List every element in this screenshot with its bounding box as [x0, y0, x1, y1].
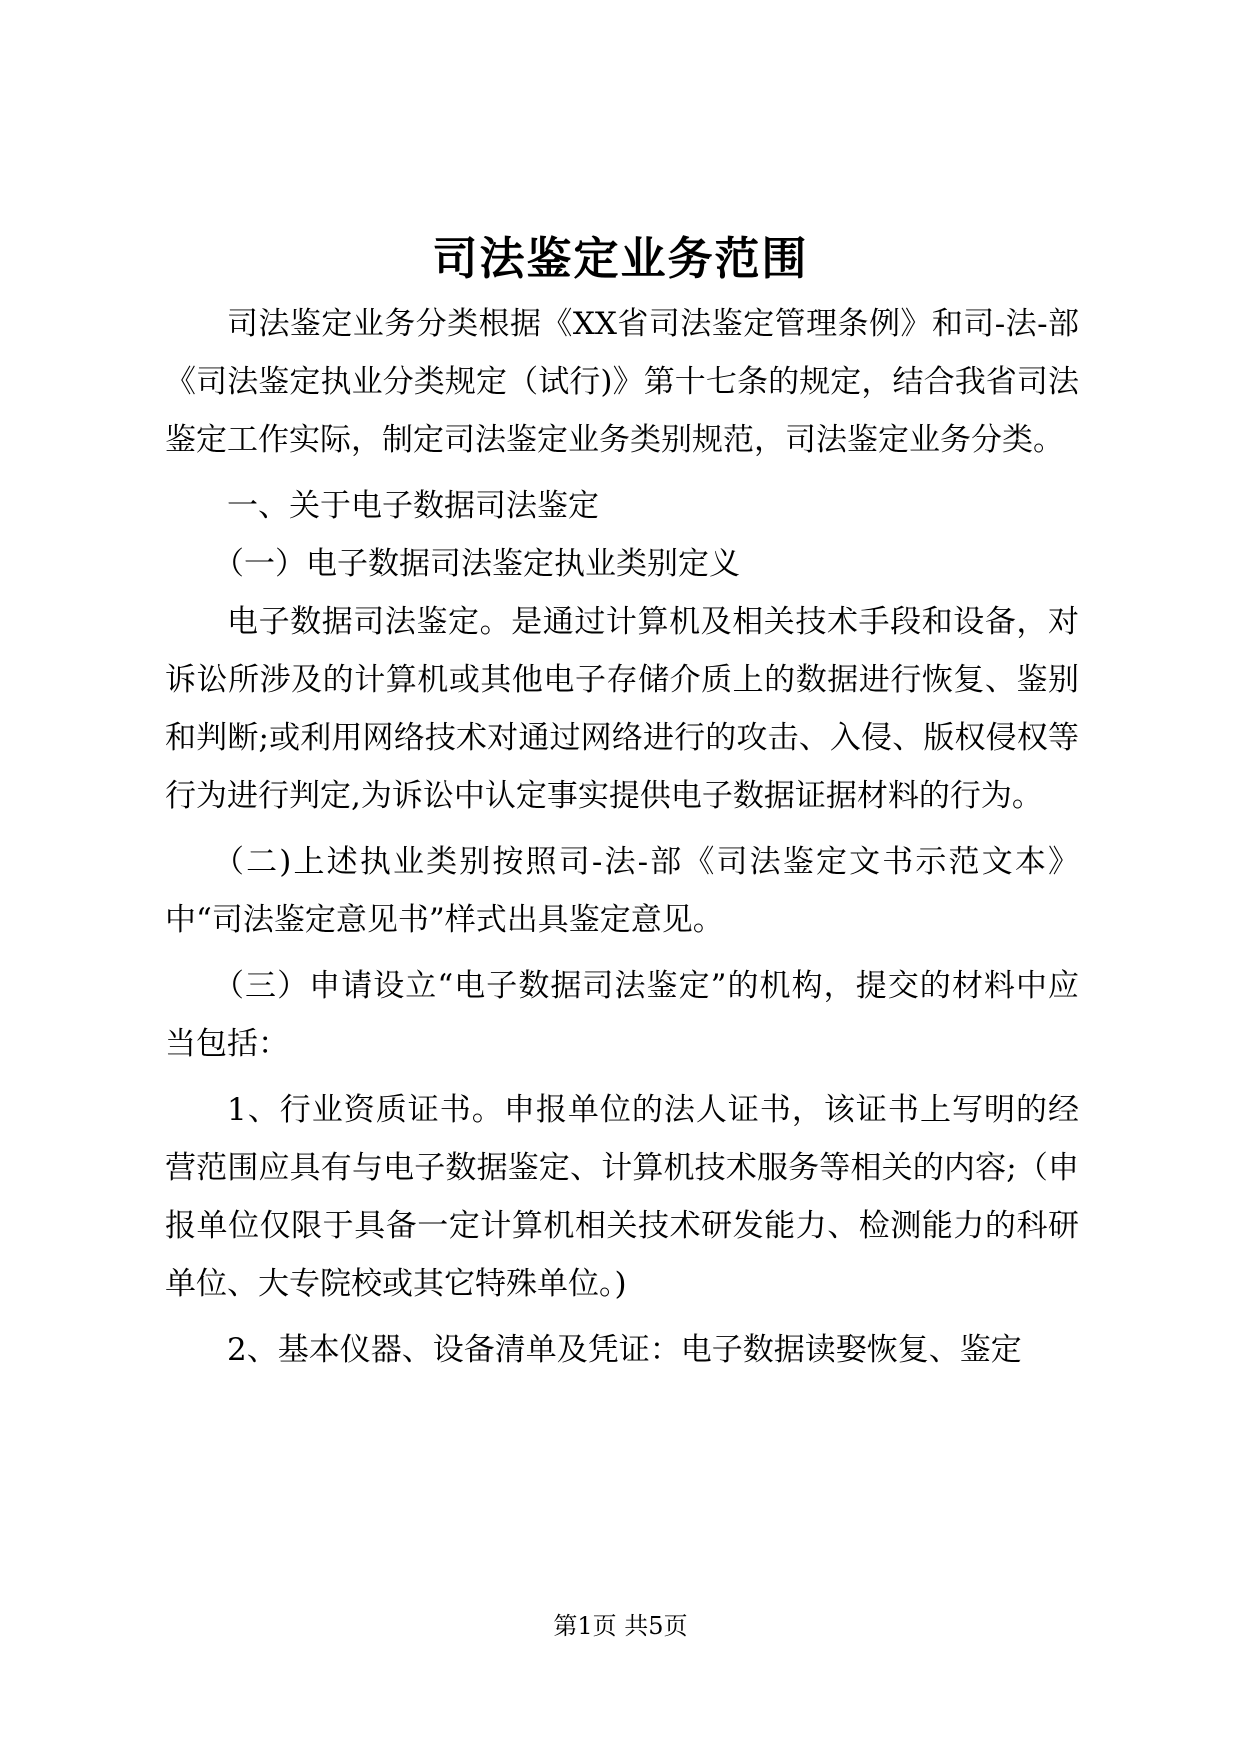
- document-title: 司法鉴定业务范围: [432, 232, 809, 285]
- list-item-qualification: 1、行业资质证书。申报单位的法人证书，该证书上写明的经营范围应具有与电子数据鉴定、计算机技术服务等相关的内容;（申报单位仅限于具备一定计算机相关技术研发能力、检测能力的科研单位、大专院校或其它特殊单位。): [165, 1092, 1079, 1302]
- paragraph-definition: 电子数据司法鉴定。是通过计算机及相关技术手段和设备，对诉讼所涉及的计算机或其他电子存储介质上的数据进行恢复、鉴别和判断;或利用网络技术对通过网络进行的攻击、入侵、版权侵权等行为进行判定,为诉讼中认定事实提供电子数据证据材料的行为。: [165, 604, 1079, 814]
- paragraph-application-materials: （三）申请设立“电子数据司法鉴定”的机构，提交的材料中应当包括：: [165, 968, 1079, 1062]
- page-number-footer: 第1页 共5页: [553, 1612, 688, 1640]
- section-heading-electronic-data: 一、关于电子数据司法鉴定: [227, 488, 599, 524]
- list-item-equipment: 2、基本仪器、设备清单及凭证：电子数据读娶恢复、鉴定: [227, 1332, 1022, 1368]
- document-body: [165, 295, 1079, 1379]
- subheading-definition: （一）电子数据司法鉴定执业类别定义: [213, 546, 740, 582]
- paragraph-opinion-format: （二)上述执业类别按照司-法-部《司法鉴定文书示范文本》中“司法鉴定意见书”样式出具鉴定意见。: [165, 844, 1079, 938]
- paragraph-intro: 司法鉴定业务分类根据《XX省司法鉴定管理条例》和司-法-部《司法鉴定执业分类规定（试行)》第十七条的规定，结合我省司法鉴定工作实际，制定司法鉴定业务类别规范，司法鉴定业务分类。: [165, 306, 1079, 458]
